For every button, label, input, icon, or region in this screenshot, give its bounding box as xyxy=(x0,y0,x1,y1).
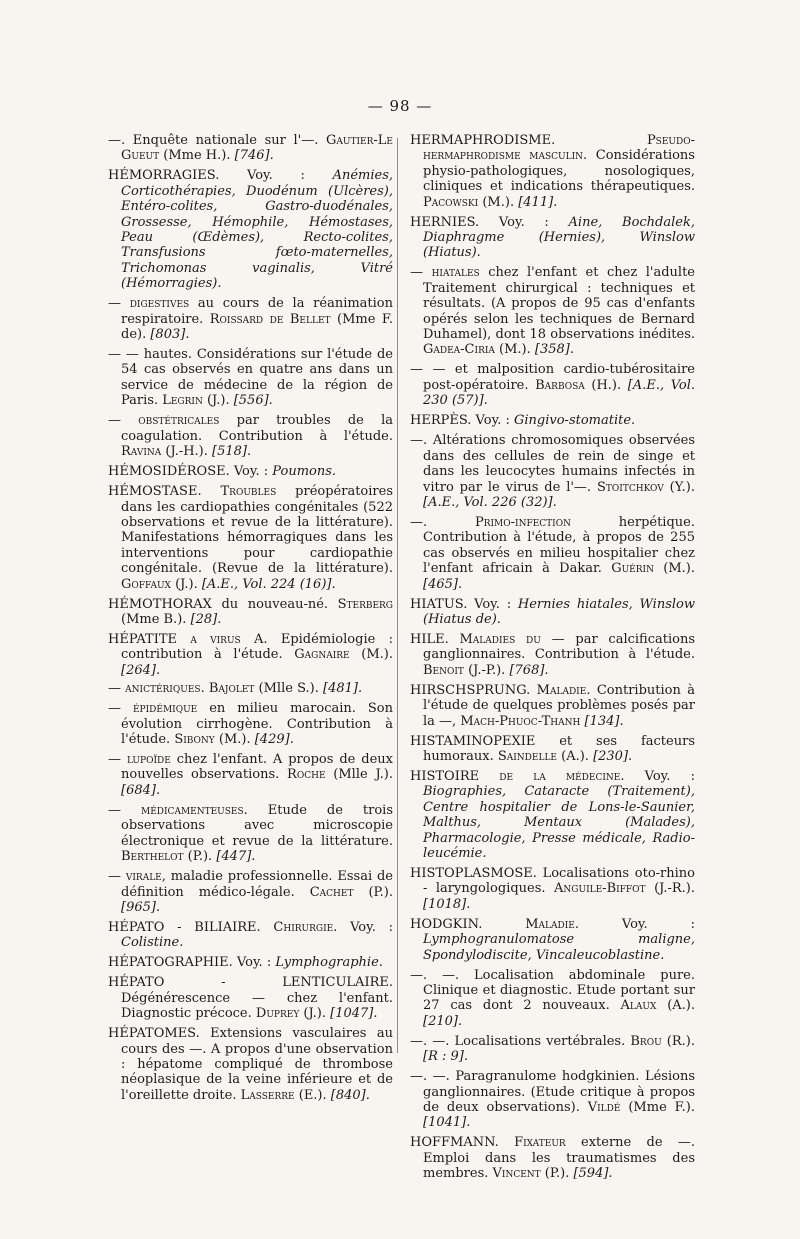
entry-italic-text: [556]. xyxy=(233,393,273,409)
entry-text: —. xyxy=(410,514,475,530)
entry-smallcaps-text: Legrin xyxy=(162,393,203,409)
entry-text: (H.). xyxy=(584,377,628,393)
index-entry xyxy=(108,347,393,409)
entry-text: — xyxy=(410,265,432,281)
entry-smallcaps-text: Maladies du xyxy=(459,631,541,647)
entry-text: HÉMORRAGIES. Voy. : xyxy=(108,168,333,184)
index-entry xyxy=(108,681,393,696)
entry-smallcaps-text: Primo-infection xyxy=(474,514,571,530)
entry-text: HÉPATITE xyxy=(108,631,191,647)
entry-italic-text: [134]. xyxy=(584,713,624,729)
entry-italic-text: [210]. xyxy=(423,1013,463,1029)
entry-text: — — hautes. Considérations sur l'étude de 54 cas observés en quatre ans dans un service de médecine de la région de Paris. xyxy=(108,347,393,409)
right-column xyxy=(410,133,695,1186)
entry-text: (Y.). xyxy=(663,479,696,495)
entry-smallcaps-text: Pseudo-hermaphrodisme masculin xyxy=(423,133,695,164)
entry-text: (M.). xyxy=(214,732,255,748)
entry-text: . Voy. : xyxy=(333,919,393,935)
entry-italic-text: [1047]. xyxy=(330,1006,378,1022)
entry-text: —. —. Paragranulome hodgkinien. Lésions ganglionnaires. (Etude critique à propos de deux observations). xyxy=(410,1069,695,1116)
entry-text: (J.-H.). xyxy=(161,444,213,460)
index-entry xyxy=(410,215,695,261)
entry-text: HERPÈS. Voy. : xyxy=(410,413,514,429)
entry-italic-text: [264]. xyxy=(121,662,161,678)
entry-text: . Etude de trois observations avec microscopie électronique et revue de la littérature. xyxy=(121,802,393,849)
entry-smallcaps-text: Stoitchkov xyxy=(596,479,664,495)
index-entry xyxy=(410,1034,695,1065)
index-entry xyxy=(108,701,393,747)
entry-text: (Mlle S.). xyxy=(254,681,323,697)
entry-smallcaps-text: Benoit xyxy=(423,662,464,678)
index-entry xyxy=(410,917,695,963)
index-entry xyxy=(410,265,695,357)
entry-italic-text: [447]. xyxy=(216,849,256,865)
entry-text: HISTAMINOPEXIE et ses facteurs humoraux. xyxy=(410,733,695,764)
entry-italic-text: Anémies, Corticothérapies, Duodénum (Ulcères), Entéro-colites, Gastro-duodénales, Grossesse, Hémophile, Hémostases, Peau (Œdèmes), Recto-colites, Transfusions fœto-maternelles, Trichomonas vaginalis, Vitré (Hémorragies). xyxy=(121,168,393,292)
entry-text: HÉMOSTASE. xyxy=(108,484,221,500)
entry-smallcaps-text: Gautier-Le Gueut xyxy=(121,133,393,164)
entry-italic-text: [411]. xyxy=(518,194,558,210)
entry-italic-text: [429]. xyxy=(254,732,294,748)
index-entry xyxy=(410,515,695,592)
entry-text: (P.). xyxy=(183,849,217,865)
entry-smallcaps-text: digestives xyxy=(129,296,190,312)
entry-text: —. Enquête nationale sur l'—. xyxy=(108,133,327,148)
entry-smallcaps-text: Gadea-Ciria xyxy=(423,342,495,358)
entry-text: (M.). xyxy=(653,561,695,577)
entry-text: — par calcifications ganglionnaires. Contribution à l'étude. xyxy=(423,631,696,663)
entry-italic-text: [594]. xyxy=(573,1166,613,1182)
index-entry xyxy=(410,734,695,765)
entry-smallcaps-text: obstétricales xyxy=(138,413,220,429)
entry-smallcaps-text: Goffaux xyxy=(121,576,171,592)
left-column xyxy=(108,133,393,1108)
entry-smallcaps-text: lupoïde xyxy=(126,752,171,768)
entry-text: . Contribution à l'étude de quelques problèmes posés par la —, xyxy=(423,682,695,729)
entry-smallcaps-text: Anguile-Biffot xyxy=(554,881,646,897)
entry-italic-text: Poumons. xyxy=(272,464,337,480)
entry-italic-text: [28]. xyxy=(190,611,222,627)
entry-smallcaps-text: Maladie xyxy=(525,916,575,932)
entry-smallcaps-text: Maladie xyxy=(536,682,587,698)
index-entry xyxy=(410,433,695,510)
entry-italic-text: Colistine. xyxy=(121,935,184,951)
entry-smallcaps-text: Saindelle xyxy=(497,748,557,764)
index-entry xyxy=(108,1026,393,1103)
index-entry xyxy=(108,133,393,164)
index-entry xyxy=(410,866,695,912)
index-entry xyxy=(108,803,393,865)
entry-smallcaps-text: Guérin xyxy=(611,561,654,577)
entry-text: (P.). xyxy=(540,1166,574,1182)
entry-italic-text: [518]. xyxy=(212,444,252,460)
entry-text: — xyxy=(108,413,139,429)
entry-text: préopératoires dans les cardiopathies congénitales (522 observations et revue de la littérature). Manifestations hémorragiques dans les interventions pour cardiopathie congénitale. (Revue de la littérature). xyxy=(121,484,393,577)
entry-smallcaps-text: Roissard de Bellet xyxy=(209,311,331,327)
entry-italic-text: [840]. xyxy=(330,1087,370,1103)
entry-smallcaps-text: Duprey xyxy=(255,1006,300,1022)
entry-text: HILE. xyxy=(410,631,460,647)
index-entry xyxy=(410,362,695,408)
entry-text: HISTOIRE xyxy=(410,768,500,784)
entry-text: (Mme F. de). xyxy=(121,311,394,343)
index-entry xyxy=(410,632,695,678)
entry-italic-text: [230]. xyxy=(593,748,633,764)
index-entry xyxy=(410,769,695,861)
entry-smallcaps-text: épidémique xyxy=(132,701,198,717)
entry-text: (J.-R.). xyxy=(645,881,695,897)
entry-text: —. —. Localisation abdominale pure. Clinique et diagnostic. Etude portant sur 27 cas dont 2 nouveaux. xyxy=(410,967,695,1014)
entry-text: HÉMOSIDÉROSE. Voy. : xyxy=(108,464,273,480)
entry-text: HOFFMANN. xyxy=(410,1135,515,1151)
entry-smallcaps-text: anictériques xyxy=(125,681,201,697)
index-entry xyxy=(108,752,393,798)
entry-smallcaps-text: virale xyxy=(125,869,162,885)
entry-text: (Mme H.). xyxy=(159,148,235,164)
entry-italic-text: [965]. xyxy=(121,899,161,915)
entry-text: (Mme B.). xyxy=(121,611,191,627)
entry-text: (J.). xyxy=(202,393,234,409)
entry-text: . Voy. : xyxy=(574,916,695,932)
entry-smallcaps-text: Cachet xyxy=(309,884,354,900)
index-entry xyxy=(410,597,695,628)
entry-italic-text: Lymphographie. xyxy=(275,955,383,971)
entry-text: (Mme F.). xyxy=(620,1100,695,1116)
entry-text: chez l'enfant et chez l'adulte Traitement chirurgical : techniques et résultats. (A propos de 95 cas d'enfants opérés selon les techniques de Bernard Duhamel), dont 18 observations inédites. xyxy=(423,265,695,343)
entry-text: HERMAPHRODISME. xyxy=(410,133,647,148)
entry-italic-text: [481]. xyxy=(323,681,363,697)
index-entry xyxy=(108,296,393,342)
entry-smallcaps-text: Fixateur xyxy=(514,1135,566,1151)
entry-text: (R.). xyxy=(661,1033,695,1049)
index-entry xyxy=(410,683,695,729)
entry-italic-text: [A.E., Vol. 226 (32)]. xyxy=(423,494,557,510)
entry-text: HÉPATOGRAPHIE. Voy. : xyxy=(108,955,276,971)
entry-smallcaps-text: médicamenteuses xyxy=(141,802,244,818)
entry-text: — xyxy=(108,802,141,818)
entry-text: chez l'enfant. A propos de deux nouvelles observations. xyxy=(121,752,393,783)
index-entry xyxy=(108,484,393,592)
entry-smallcaps-text: Pacowski xyxy=(423,194,479,210)
entry-text: externe de —. Emploi dans les traumatismes des membres. xyxy=(423,1135,695,1182)
entry-smallcaps-text: Vildé xyxy=(587,1100,621,1116)
index-entry xyxy=(410,1069,695,1131)
entry-text: HÉPATO - LENTICULAIRE. Dégénérescence — chez l'enfant. Diagnostic précoce. xyxy=(108,975,393,1022)
entry-smallcaps-text: Bajolet xyxy=(208,681,255,697)
entry-italic-text: Aine, Bochdalek, Diaphragme (Hernies), Winslow (Hiatus). xyxy=(423,214,695,261)
entry-text: — xyxy=(108,752,127,768)
entry-text: (P.). xyxy=(353,884,394,900)
entry-text: HÉPATO - BILIAIRE. xyxy=(108,919,274,935)
entry-text: —. Altérations chromosomiques observées dans des cellules de rein de singe et dans les leucocytes humains infectés in vitro par le virus de l'—. xyxy=(410,433,695,495)
entry-text: (J.). xyxy=(170,576,202,592)
entry-smallcaps-text: Brou xyxy=(630,1033,662,1049)
entry-text: —. —. Localisations vertébrales. xyxy=(410,1033,631,1049)
entry-text: HODGKIN. xyxy=(410,916,526,932)
entry-smallcaps-text: hiatales xyxy=(431,265,480,281)
index-entry xyxy=(108,413,393,459)
entry-smallcaps-text: Roche xyxy=(287,767,326,783)
index-entry xyxy=(410,1135,695,1181)
entry-text: (M.). xyxy=(478,194,519,210)
column-divider xyxy=(397,138,398,1053)
entry-smallcaps-text: Alaux xyxy=(620,998,657,1014)
entry-text: HÉMOTHORAX du nouveau-né. xyxy=(108,596,338,612)
entry-italic-text: [A.E., Vol. 230 (57)]. xyxy=(423,377,696,409)
entry-italic-text: Hernies hiatales, Winslow (Hiatus de). xyxy=(423,596,695,627)
entry-text: HISTOPLASMOSE. Localisations oto-rhino - laryngologiques. xyxy=(410,866,695,897)
entry-italic-text: [684]. xyxy=(121,782,161,798)
entry-italic-text: [768]. xyxy=(509,662,549,678)
entry-text: , maladie professionnelle. Essai de définition médico-légale. xyxy=(121,869,393,900)
index-entry xyxy=(108,464,393,479)
entry-smallcaps-text: Sterberg xyxy=(337,596,393,612)
entry-text: (J.-P.). xyxy=(463,662,510,678)
entry-smallcaps-text: de la médecine xyxy=(499,768,621,784)
index-entry xyxy=(410,133,695,210)
entry-text: — xyxy=(108,296,130,312)
entry-text: (M.). xyxy=(349,647,393,663)
entry-smallcaps-text: Berthelot xyxy=(121,849,184,865)
entry-italic-text: [358]. xyxy=(534,342,574,358)
entry-text: au cours de la réanimation respiratoire. xyxy=(121,296,394,327)
index-entry xyxy=(108,975,393,1021)
entry-smallcaps-text: Ravina xyxy=(121,444,162,460)
index-entry xyxy=(410,968,695,1030)
entry-text: — xyxy=(108,681,126,697)
entry-text: (E.). xyxy=(294,1087,331,1103)
entry-text: HIRSCHSPRUNG. xyxy=(410,682,537,698)
entry-smallcaps-text: Vincent xyxy=(492,1166,541,1182)
entry-italic-text: [1018]. xyxy=(423,896,471,912)
entry-text: HERNIES. Voy. : xyxy=(410,214,569,230)
entry-text: — xyxy=(108,701,133,717)
entry-italic-text: [803]. xyxy=(150,327,190,343)
entry-text: HIATUS. Voy. : xyxy=(410,596,518,612)
index-entry xyxy=(108,168,393,291)
entry-italic-text: Biographies, Cataracte (Traitement), Centre hospitalier de Lons-le-Saunier, Malthus, Mentaux (Malades), Pharmacologie, Presse médicale, Radio-leucémie. xyxy=(423,784,695,861)
entry-smallcaps-text: Troubles xyxy=(220,484,277,500)
index-entry xyxy=(108,869,393,915)
index-entry xyxy=(108,920,393,951)
entry-text: en milieu marocain. Son évolution cirrhogène. Contribution à l'étude. xyxy=(121,701,393,748)
index-entry xyxy=(108,955,393,970)
entry-text: (A.). xyxy=(557,748,594,764)
entry-italic-text: [A.E., Vol. 224 (16)]. xyxy=(201,576,336,592)
entry-text: (A.). xyxy=(656,998,695,1014)
entry-text: . Voy. : xyxy=(620,768,695,784)
entry-text: par troubles de la coagulation. Contribution à l'étude. xyxy=(121,413,393,444)
entry-text: — — et malposition cardio-tubérositaire post-opératoire. xyxy=(410,362,695,393)
entry-text: herpétique. Contribution à l'étude, à propos de 255 cas observés en milieu hospitalier chez l'enfant africain à Dakar. xyxy=(423,514,695,577)
entry-smallcaps-text: Lasserre xyxy=(240,1087,295,1103)
entry-smallcaps-text: Sibony xyxy=(174,732,215,748)
index-entry xyxy=(410,413,695,428)
index-entry xyxy=(108,597,393,628)
entry-smallcaps-text: Mach-Phuoc-Thanh xyxy=(460,713,581,729)
page-number: — 98 — xyxy=(367,97,433,115)
entry-text: . xyxy=(200,681,209,697)
entry-text: A. Epidémiologie : contribution à l'étude. xyxy=(121,631,393,663)
entry-italic-text: [1041]. xyxy=(423,1115,471,1131)
entry-smallcaps-text: a virus xyxy=(190,631,241,647)
entry-text: (Mlle J.). xyxy=(325,767,393,783)
entry-text: (M.). xyxy=(494,342,535,358)
entry-text: (J.). xyxy=(299,1006,331,1022)
entry-italic-text: [R : 9]. xyxy=(423,1049,468,1065)
entry-italic-text: Lymphogranulomatose maligne, Spondylodiscite, Vincaleucoblastine. xyxy=(423,932,695,963)
entry-text: . Considérations physio-pathologiques, nosologiques, cliniques et indications thérapeutiques. xyxy=(423,148,695,195)
entry-smallcaps-text: Barbosa xyxy=(535,377,585,393)
entry-italic-text: Gingivo-stomatite. xyxy=(513,413,636,429)
entry-italic-text: [746]. xyxy=(234,148,274,164)
index-entry xyxy=(108,632,393,678)
entry-smallcaps-text: Gagnaire xyxy=(294,647,350,663)
entry-text: HÉPATOMES. Extensions vasculaires au cours des —. A propos d'une observation : hépatome compliqué de thrombose néoplasique de la veine inférieure et de l'oreillette droite. xyxy=(108,1026,393,1103)
entry-italic-text: [465]. xyxy=(423,576,463,592)
entry-text: — xyxy=(108,869,126,885)
entry-smallcaps-text: Chirurgie xyxy=(273,919,334,935)
